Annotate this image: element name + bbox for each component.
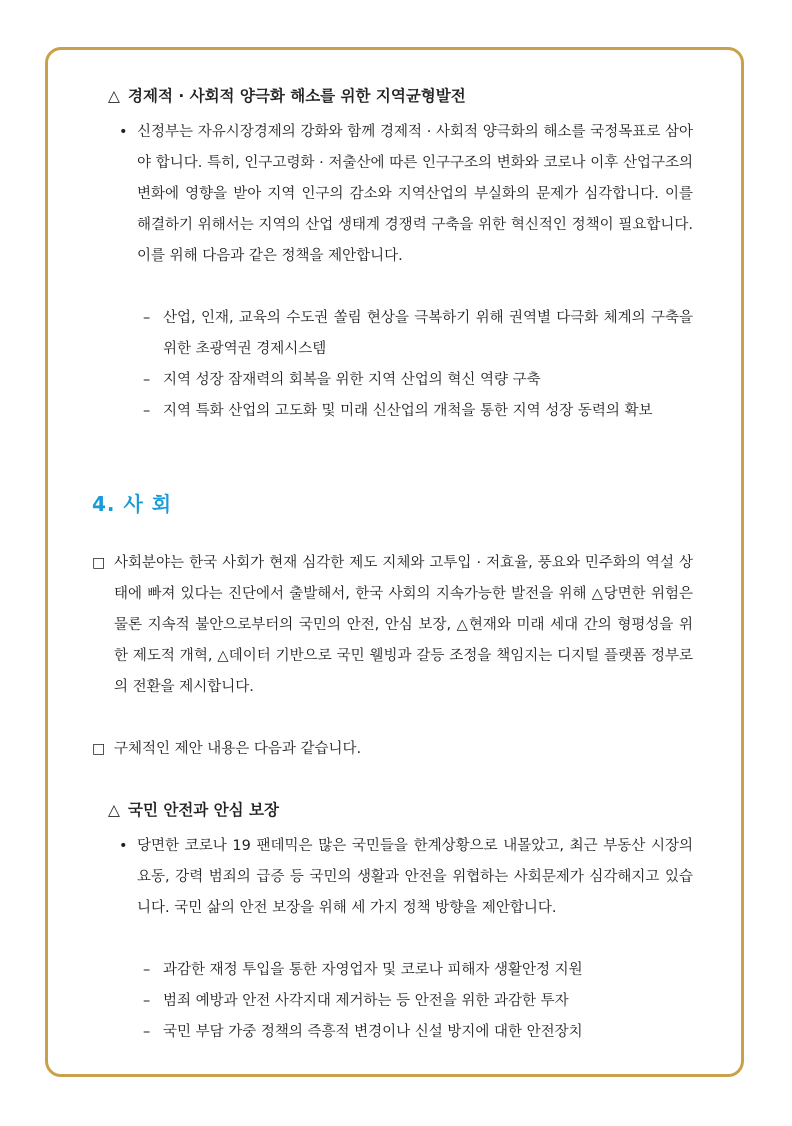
dash-icon: –	[143, 310, 151, 326]
dash-icon: –	[143, 1024, 151, 1040]
society-paragraph: 사회분야는 한국 사회가 현재 심각한 제도 지체와 고투입 · 저효율, 풍요와 민주화의 역설 상태에 빠져 있다는 진단에서 출발해서, 한국 사회의 지속가능한 발전을 위해 △당면한 위험은 물론 지속적 불안으로부터의 국민의 안전, 안심 보장, △현재와 미래 세대 간의 형평성을 위한 제도적 개혁, △데이터 기반으로 국민 웰빙과 갈등 조정을 책임지는 디지털 플랫폼 정부로의 전환을 제시합니다.	[114, 555, 693, 695]
economy-bullet-text: 신정부는 자유시장경제의 강화와 함께 경제적 · 사회적 양극화의 해소를 국정목표로 삼아야 합니다. 특히, 인구고령화 · 저출산에 따른 인구구조의 변화와 코로나 이후 산업구조의 변화에 영향을 받아 지역 인구의 감소와 지역산업의 부실화의 문제가 심각합니다. 이를 해결하기 위해서는 지역의 산업 생태계 경쟁력 구축을 위한 혁신적인 정책이 필요합니다. 이를 위해 다음과 같은 정책을 제안합니다.	[137, 124, 693, 264]
safety-heading-text: 국민 안전과 안심 보장	[128, 801, 279, 819]
box-marker-icon: □	[92, 741, 106, 757]
bullet-icon: •	[119, 124, 128, 140]
safety-item-2: 범죄 예방과 안전 사각지대 제거하는 등 안전을 위한 과감한 투자	[163, 993, 569, 1009]
triangle-marker-icon: △	[108, 801, 120, 819]
economy-heading	[108, 84, 466, 106]
dash-icon: –	[143, 372, 151, 388]
safety-bullet-text: 당면한 코로나 19 팬데믹은 많은 국민들을 한계상황으로 내몰았고, 최근 부동산 시장의 요동, 강력 범죄의 급증 등 국민의 생활과 안전을 위협하는 사회문제가 심각해지고 있습니다. 국민 삶의 안전 보장을 위해 세 가지 정책 방향을 제안합니다.	[137, 838, 693, 916]
proposal-intro: 구체적인 제안 내용은 다음과 같습니다.	[114, 741, 362, 757]
economy-heading-text: 경제적 · 사회적 양극화 해소를 위한 지역균형발전	[128, 87, 466, 105]
bullet-icon: •	[119, 838, 128, 854]
safety-item-3: 국민 부담 가중 정책의 즉흥적 변경이나 신설 방지에 대한 안전장치	[163, 1024, 583, 1040]
triangle-marker-icon: △	[108, 87, 120, 105]
section-title: 4. 사 회	[92, 492, 173, 516]
safety-item-1: 과감한 재정 투입을 통한 자영업자 및 코로나 피해자 생활안정 지원	[163, 962, 583, 978]
box-marker-icon: □	[92, 555, 106, 571]
economy-item-1: 산업, 인재, 교육의 수도권 쏠림 현상을 극복하기 위해 권역별 다극화 체계의 구축을 위한 초광역권 경제시스템	[163, 310, 693, 357]
dash-icon: –	[143, 993, 151, 1009]
dash-icon: –	[143, 962, 151, 978]
economy-item-3: 지역 특화 산업의 고도화 및 미래 신산업의 개척을 통한 지역 성장 동력의 확보	[163, 403, 653, 419]
economy-item-2: 지역 성장 잠재력의 회복을 위한 지역 산업의 혁신 역량 구축	[163, 372, 541, 388]
safety-heading	[108, 798, 279, 820]
dash-icon: –	[143, 403, 151, 419]
